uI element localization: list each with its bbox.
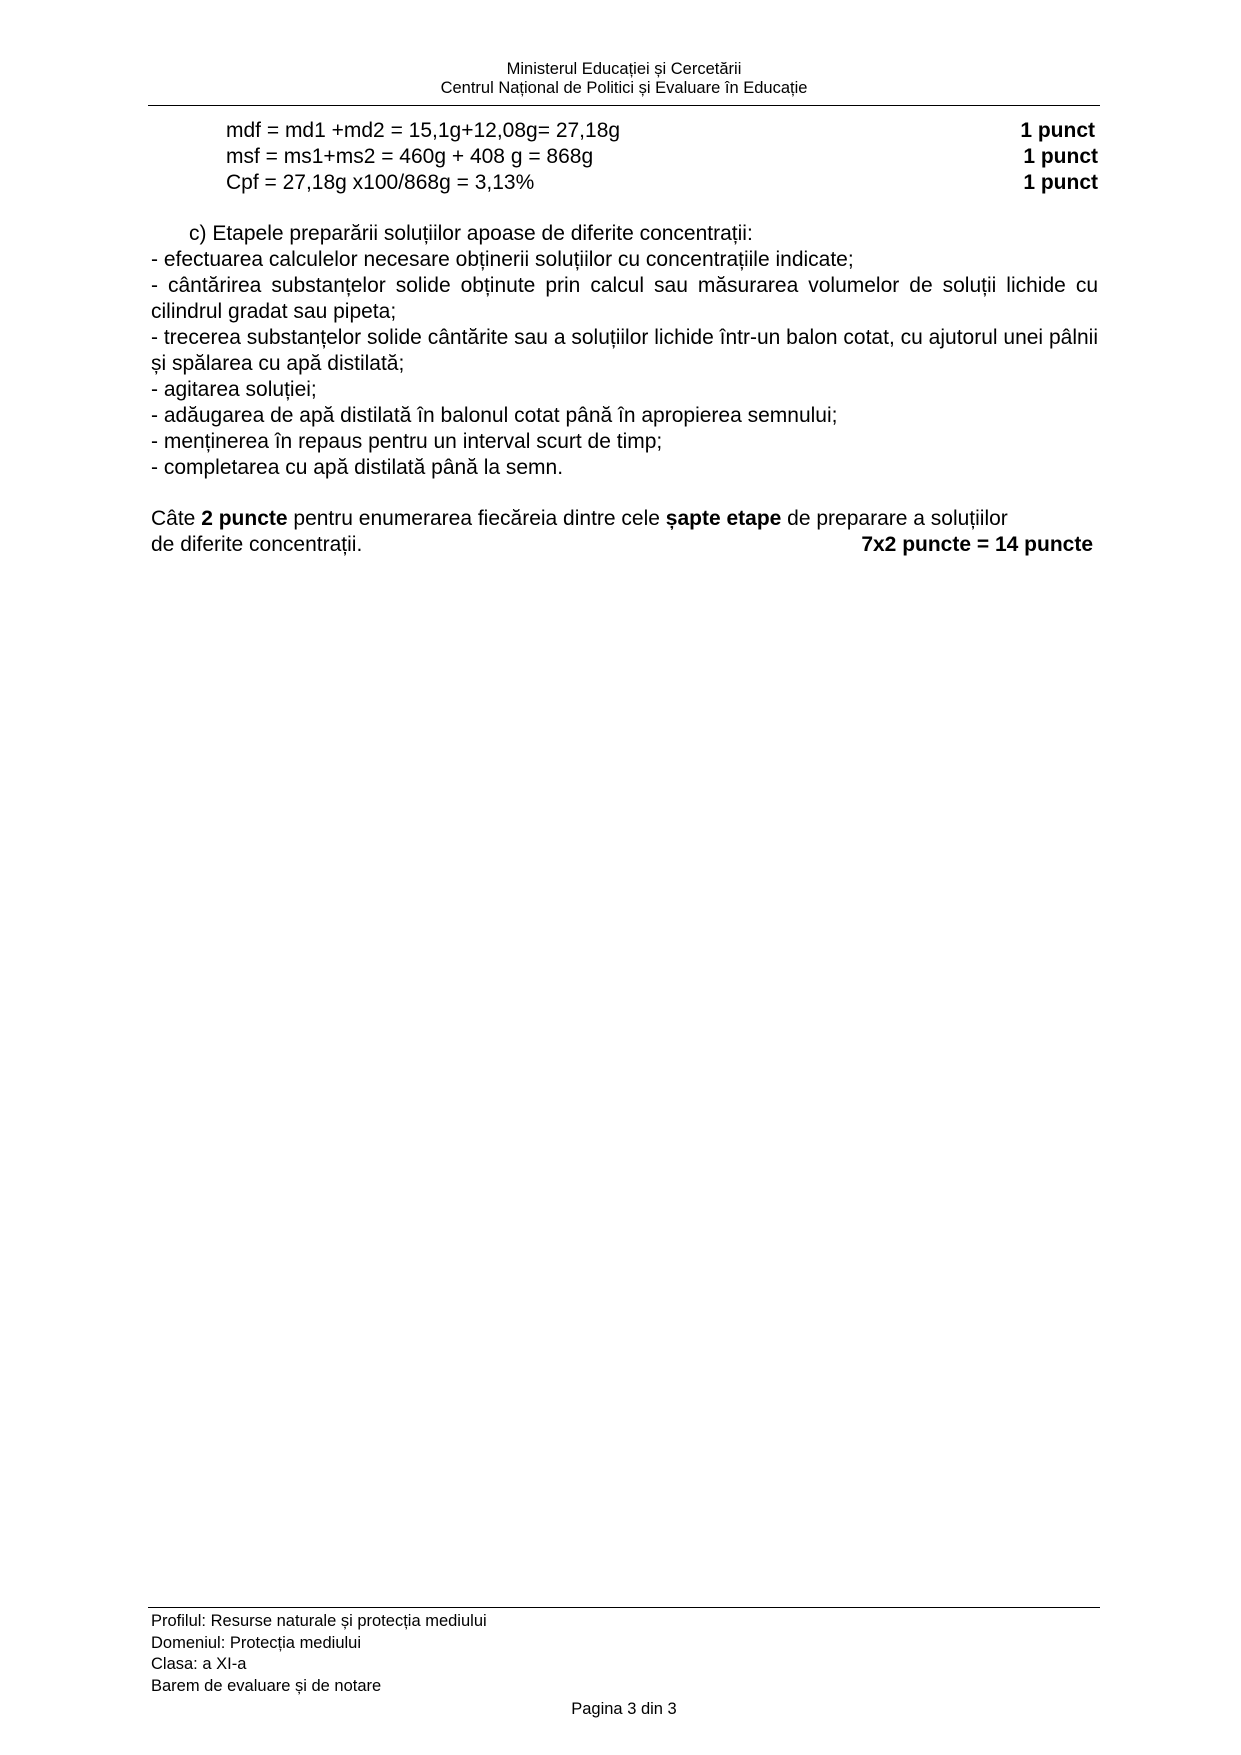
step-item: - completarea cu apă distilată până la semn.	[151, 456, 564, 479]
calc-row-msf	[151, 144, 1098, 170]
spacer	[151, 481, 1098, 506]
footer-class: Clasa: a XI-a	[151, 1655, 247, 1673]
scoring-total: 7x2 puncte = 14 puncte	[861, 533, 1093, 556]
footer-domain: Domeniul: Protecția mediului	[151, 1633, 362, 1652]
scoring-total-line	[151, 532, 1098, 558]
step-item: - efectuarea calculelor necesare obținerii soluțiilor cu concentrațiile indicate;	[151, 248, 854, 271]
step-item: - cântărirea substanțelor solide obținute prin calcul sau măsurarea volumelor de soluții lichide cu cilindrul gradat sau pipeta;	[151, 274, 1098, 323]
footer-profile: Profilul: Resurse naturale și protecția mediului	[151, 1612, 487, 1630]
scoring-line	[151, 506, 1098, 532]
calc-row-mdf	[151, 118, 1098, 144]
scoring-text: Câte	[151, 507, 202, 530]
scoring-bold-steps: șapte etape	[665, 507, 782, 530]
calc-formula: msf = ms1+ms2 = 460g + 408 g = 868g	[226, 145, 594, 168]
calc-points: 1 punct	[1023, 145, 1098, 168]
header-divider	[148, 105, 1100, 106]
calc-formula: mdf = md1 +md2 = 15,1g+12,08g= 27,18g	[226, 119, 621, 142]
scoring-text: pentru enumerarea fiecăreia dintre cele	[287, 507, 666, 530]
section-c-title: c) Etapele preparării soluțiilor apoase de diferite concentrații:	[189, 222, 753, 245]
calc-formula: Cpf = 27,18g x100/868g = 3,13%	[226, 171, 535, 194]
calc-points: 1 punct	[1023, 171, 1098, 194]
scoring-bold-points: 2 puncte	[201, 507, 288, 530]
header-center: Centrul Național de Politici și Evaluare în Educație	[440, 79, 808, 97]
footer-divider	[148, 1607, 1100, 1608]
page-header	[148, 60, 1100, 98]
calc-points: 1 punct	[1020, 119, 1095, 142]
spacer	[151, 196, 1098, 221]
footer-doc-type: Barem de evaluare și de notare	[151, 1676, 382, 1695]
step-item: - adăugarea de apă distilată în balonul cotat până în apropierea semnului;	[151, 404, 838, 427]
calc-row-cpf	[151, 170, 1098, 196]
page-footer	[151, 1611, 487, 1697]
page-number: Pagina 3 din 3	[571, 1700, 677, 1718]
step-item: - menținerea în repaus pentru un interval scurt de timp;	[151, 430, 663, 453]
scoring-line2: de diferite concentrații.	[151, 533, 363, 556]
scoring-text: de preparare a soluțiilor	[781, 507, 1008, 530]
answer-key-body	[151, 118, 1098, 558]
step-item: - trecerea substanțelor solide cântărite sau a soluțiilor lichide într-un balon cotat, cu ajutorul unei pâlnii și spălarea cu apă distilată;	[151, 326, 1098, 375]
step-item: - agitarea soluției;	[151, 378, 317, 401]
header-ministry: Ministerul Educației și Cercetării	[506, 60, 742, 78]
